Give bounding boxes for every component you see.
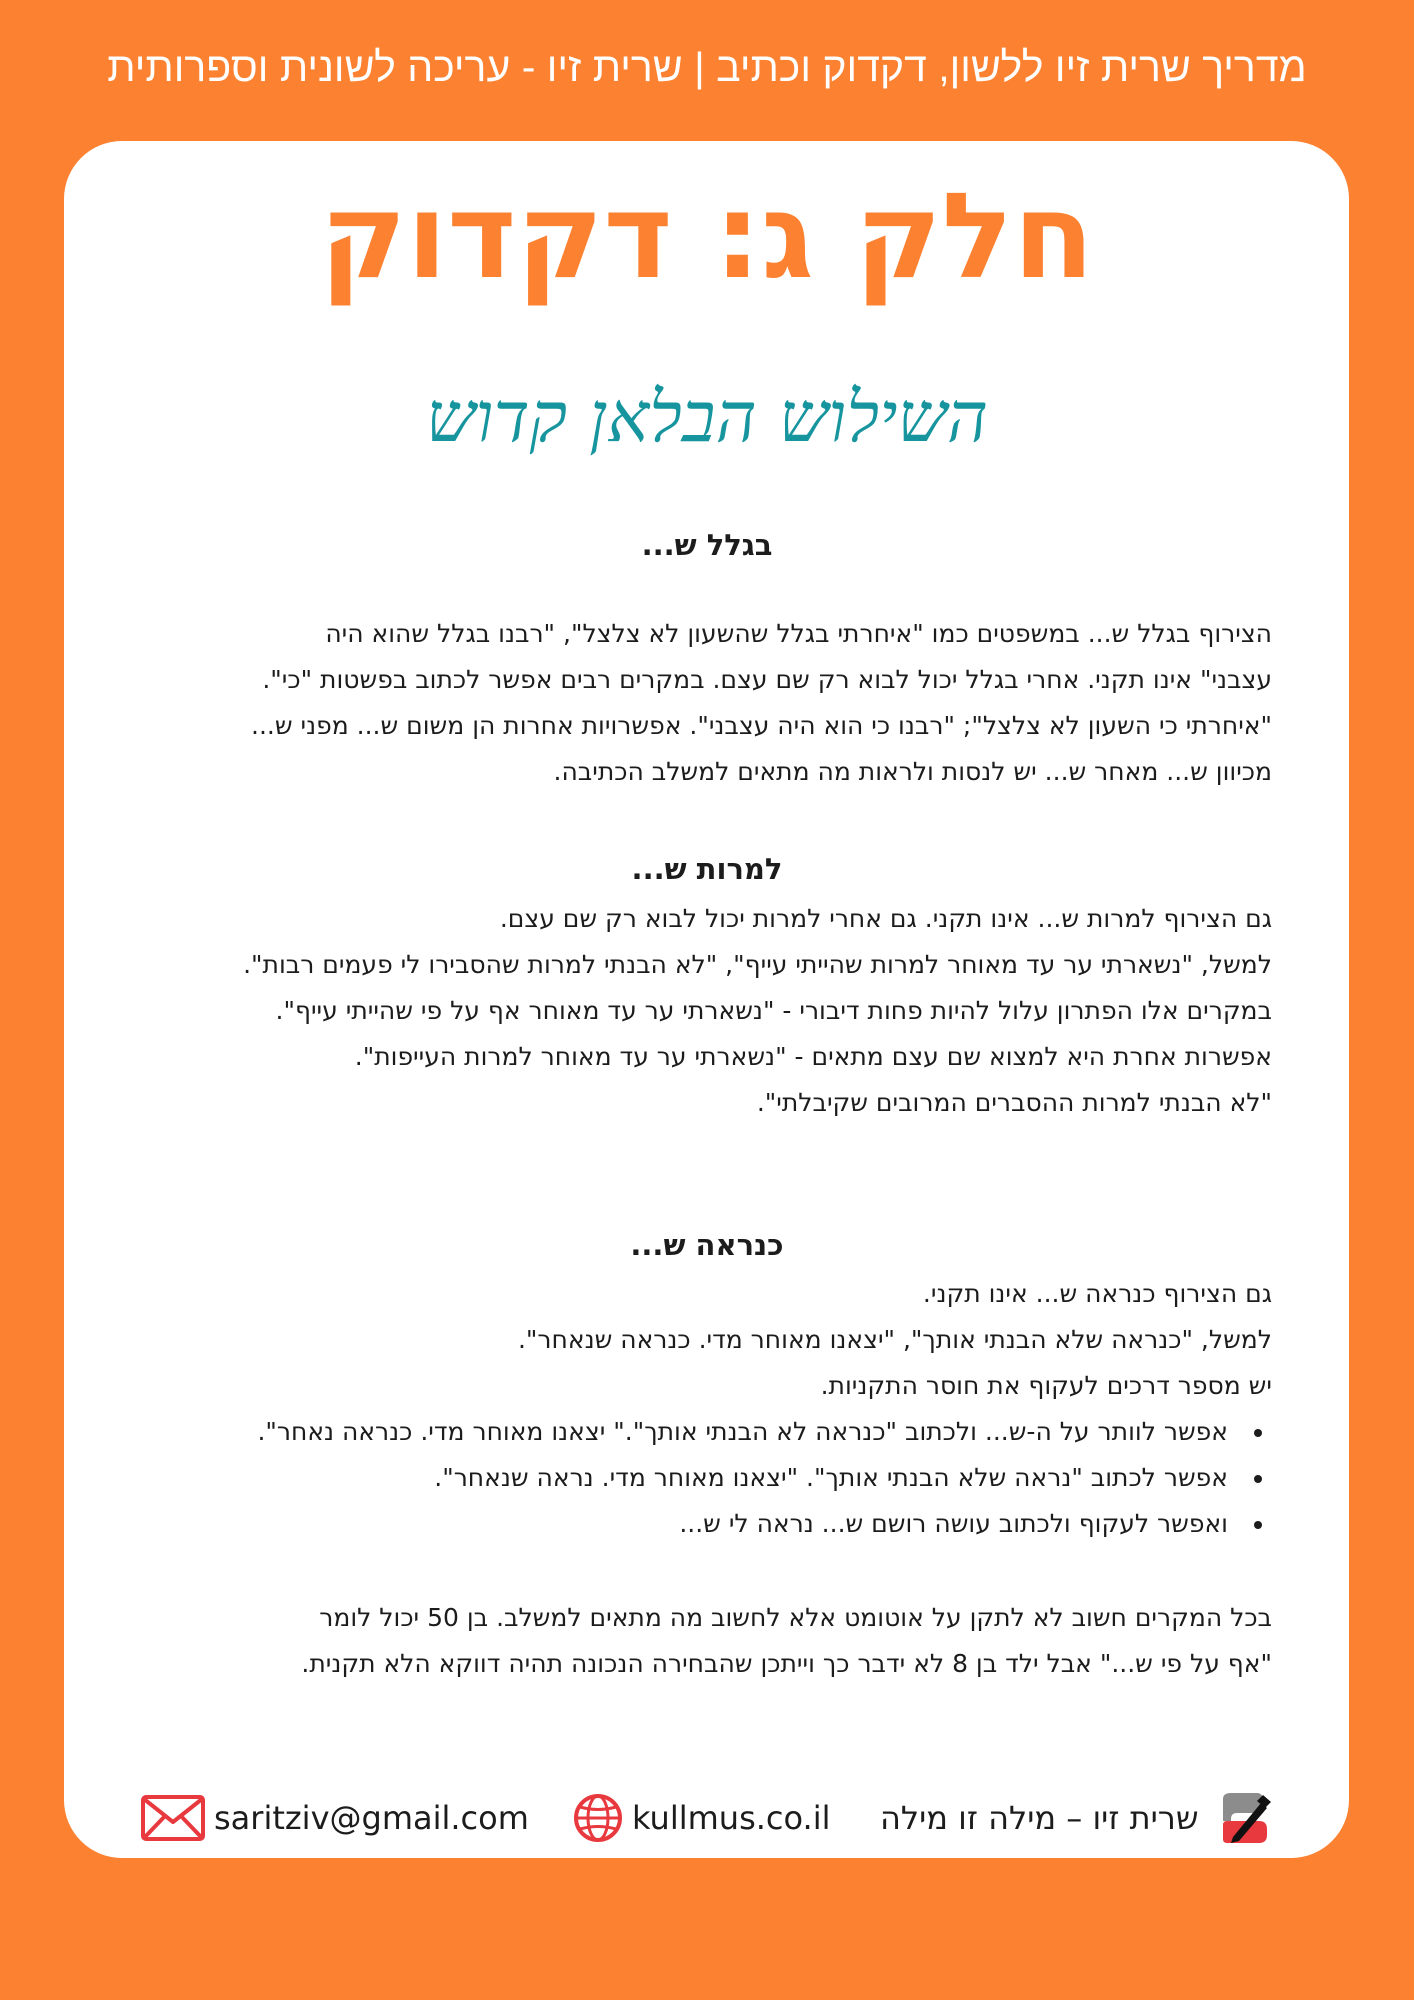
page-subtitle: השילוש הבלאן קדוש [425,376,989,458]
pen-logo-icon [1217,1791,1273,1845]
footer-brand [880,1790,1273,1846]
section-paragraph-apparently [142,1271,1272,1409]
footer-email[interactable] [140,1790,529,1846]
footer [0,1790,1414,1846]
paragraph-line: גם הצירוף למרות ש... אינו תקני. גם אחרי למרות יכול לבוא רק שם עצם. [499,904,1272,933]
paragraph-line: במקרים אלו הפתרון עלול להיות פחות דיבורי - "נשארתי ער עד מאוחר אף על פי שהייתי עייף". [275,996,1272,1025]
list-item: ואפשר לעקוף ולכתוב עושה רושם ש... נראה לי ש... [142,1501,1272,1547]
paragraph-line: למשל, "נשארתי ער עד מאוחר למרות שהייתי עייף", "לא הבנתי למרות שהסבירו לי פעמים רבות". [243,950,1272,979]
paragraph-line: אפשרות אחרת היא למצוא שם עצם מתאים - "נשארתי ער עד מאוחר למרות העייפות". [354,1042,1272,1071]
paragraph-line: למשל, "כנראה שלא הבנתי אותך", "יצאנו מאוחר מדי. כנראה שנאחר". [517,1325,1272,1354]
closing-paragraph [142,1595,1272,1687]
paragraph-line: מכיוון ש... מאחר ש... יש לנסות ולראות מה מתאים למשלב הכתיבה. [553,757,1272,786]
page-title: חלק ג: דקדוק [319,167,1095,305]
section-paragraph-despite [142,896,1272,1126]
paragraph-line: "לא הבנתי למרות ההסברים המרובים שקיבלתי". [756,1088,1272,1117]
paragraph-line: עצבני" אינו תקני. אחרי בגלל יכול לבוא רק שם עצם. במקרים רבים אפשר לכתוב בפשטות "כי". [262,665,1272,694]
section-heading-because: בגלל ש... [641,528,773,562]
paragraph-line: הצירוף בגלל ש... במשפטים כמו "איחרתי בגלל שהשעון לא צלצל", "רבנו בגלל שהוא היה [325,619,1272,648]
globe-icon [572,1792,624,1844]
paragraph-line: "אף על פי ש..." אבל ילד בן 8 לא ידבר כך וייתכן שהבחירה הנכונה תהיה דווקא הלא תקנית. [301,1649,1272,1678]
website-link[interactable]: kullmus.co.il [632,1799,831,1837]
page-header: מדריך שרית זיו ללשון, דקדוק וכתיב | שרית זיו - עריכה לשונית וספרותית [107,44,1307,90]
section-paragraph-because [142,611,1272,795]
paragraph-line: יש מספר דרכים לעקוף את חוסר התקניות. [820,1371,1272,1400]
email-link[interactable]: saritziv@gmail.com [214,1799,529,1837]
section-heading-despite: למרות ש... [631,852,783,886]
bullet-list [142,1409,1272,1547]
paragraph-line: גם הצירוף כנראה ש... אינו תקני. [922,1279,1272,1308]
brand-name: שרית זיו – מילה זו מילה [880,1799,1199,1837]
footer-website[interactable] [572,1790,830,1846]
section-heading-apparently: כנראה ש... [630,1228,784,1262]
paragraph-line: "איחרתי כי השעון לא צלצל"; "רבנו כי הוא היה עצבני". אפשרויות אחרות הן משום ש... מפני ש... [251,711,1272,740]
list-item: אפשר לכתוב "נראה שלא הבנתי אותך". "יצאנו מאוחר מדי. נראה שנאחר". [142,1455,1272,1501]
paragraph-line: בכל המקרים חשוב לא לתקן על אוטומט אלא לחשוב מה מתאים למשלב. בן 50 יכול לומר [319,1603,1272,1632]
list-item: אפשר לוותר על ה-ש... ולכתוב "כנראה לא הבנתי אותך"." יצאנו מאוחר מדי. כנראה נאחר". [142,1409,1272,1455]
envelope-icon [140,1794,206,1842]
